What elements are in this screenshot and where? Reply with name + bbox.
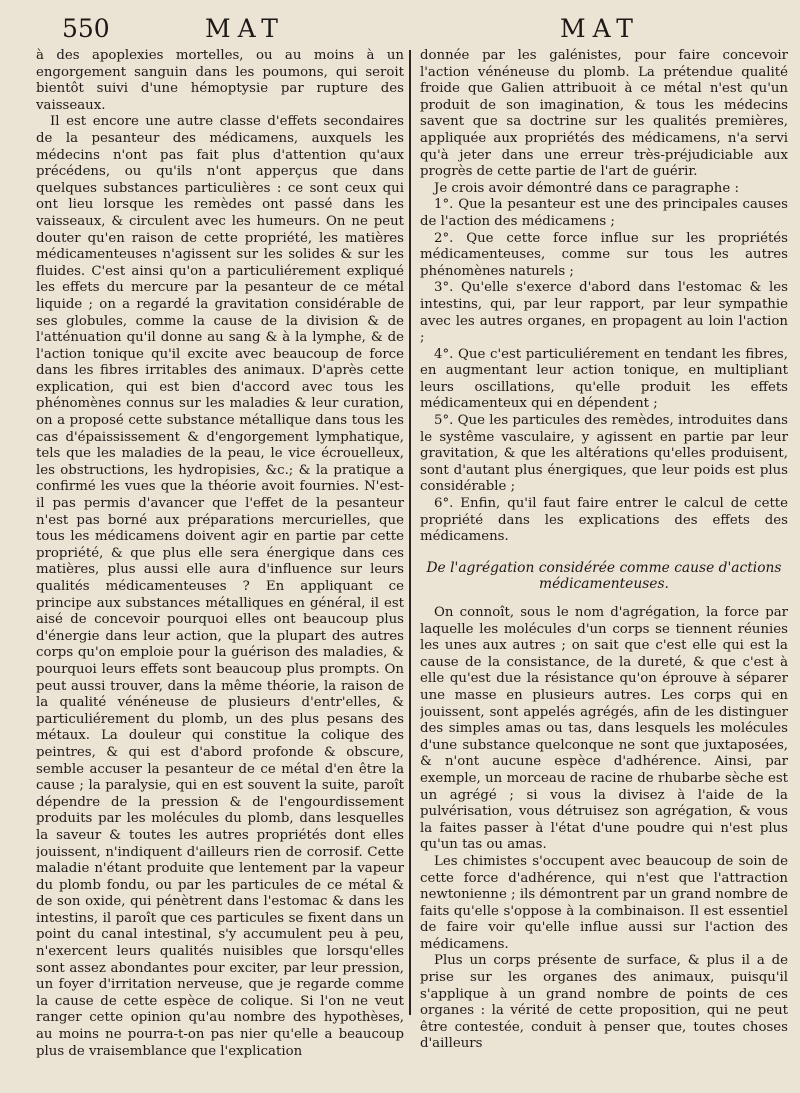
list-item: 4°. Que c'est particuliérement en tendant les fibres, en augmentant leur action tonique, en multipliant leurs oscillations, qu'elle produit les effets médicamenteux qui en dépendent ; — [420, 346, 788, 412]
paragraph: Plus un corps présente de surface, & plus il a de prise sur les organes des animaux, puisqu'il s'applique à un grand nombre de points de ces organes : la vérité de cette proposition, qui ne peut être contestée, conduit à penser que, toutes choses d'ailleurs — [420, 953, 788, 1052]
paragraph: On connoît, sous le nom d'agrégation, la force par laquelle les molécules d'un corps se tiennent réunies les unes aux autres ; on sait que c'est elle qui est la cause de la consistance, de la dureté, & que c'est à elle qu'est due la résistance qu'on éprouve à séparer une masse en plusieurs autres. Les corps qui en jouissent, sont appelés agrégés, afin de les distinguer des simples amas ou tas, dans lesquels les molécules d'une substance quelconque ne sont que juxtaposées, & n'ont aucune espèce d'adhérence. Ainsi, par exemple, un morceau de racine de rhubarbe sèche est un agrégé ; si vous la divisez à l'aide de la pulvérisation, vous détruisez son agrégation, & vous la faites passer à l'état d'une poudre qui n'est plus qu'un tas ou amas. — [420, 605, 788, 853]
running-head-left: MAT — [205, 14, 285, 43]
left-column — [36, 48, 404, 1084]
page-number: 550 — [62, 14, 110, 43]
list-item: 5°. Que les particules des remèdes, introduites dans le systême vasculaire, y agissent en partie par leur gravitation, & que les altérations qu'elles produisent, sont d'autant plus énergiques, que leur poids est plus considérable ; — [420, 413, 788, 495]
column-divider — [409, 50, 411, 1015]
section-heading-line: médicamenteuses. — [539, 576, 669, 593]
paragraph: Les chimistes s'occupent avec beaucoup de soin de cette force d'adhérence, qui n'est que l'attraction newtonienne ; ils démontrent par un grand nombre de faits qu'elle s'oppose à la combinaison. Il est essentiel de faire voir qu'elle influe aussi sur l'action des médicamens. — [420, 853, 788, 952]
section-heading-line: De l'agrégation considérée comme cause d'actions — [426, 559, 782, 576]
section-heading — [420, 560, 788, 593]
paragraph: Il est encore une autre classe d'effets secondaires de la pesanteur des médicamens, auxquels les médecins n'ont pas fait plus d'attention qu'aux précédens, ou qu'ils n'ont apperçus que dans quelques substances particulières : ce sont ceux qui ont lieu lorsque les remèdes ont passé dans les vaisseaux, & circulent avec les humeurs. On ne peut douter qu'en raison de cette propriété, les matières médicamenteuses n'agissent sur les solides & sur les fluides. C'est ainsi qu'on a particuliérement expliqué les effets du mercure par la pesanteur de ce métal liquide ; on a regardé la gravitation considérable de ses globules, comme la cause de la division & de l'atténuation qu'il donne au sang & à la lymphe, & de l'action tonique qu'il excite avec beaucoup de force dans les fibres irritables des animaux. D'après cette explication, qui est bien d'accord avec tous les phénomènes connus sur les maladies & leur curation, on a proposé cette substance métallique dans tous les cas d'épaississement & d'engorgement lymphatique, tels que les maladies de la peau, le vice écrouelleux, les obstructions, les hydropisies, &c.; & la pratique a confirmé les vues que la théorie avoit fournies. N'est-il pas permis d'avancer que l'effet de la pesanteur n'est pas borné aux préparations mercurielles, que tous les médicamens doivent agir en partie par cette propriété, & que plus elle sera énergique dans ces matières, plus aussi elle aura d'influence sur leurs qualités médicamenteuses ? En appliquant ce principe aux substances métalliques en général, il est aisé de concevoir pourquoi elles ont beaucoup plus d'énergie dans leur action, que la plupart des autres corps qu'on emploie pour la guérison des maladies, & pourquoi leurs effets sont beaucoup plus prompts. On peut aussi trouver, dans la même théorie, la raison de la qualité vénéneuse de plusieurs d'entr'elles, & particuliérement du plomb, un des plus pesans des métaux. La douleur qui constitue la colique des peintres, & qui est d'abord profonde & obscure, semble accuser la pesanteur de ce métal d'en être la cause ; la paralysie, qui en est souvent la suite, paroît dépendre de la pression & de l'engourdissement produits par les molécules du plomb, dans lesquelles la saveur & toutes les autres propriétés dont elles jouissent, n'indiquent d'ailleurs rien de corrosif. Cette maladie n'étant produite que lentement par la vapeur du plomb fondu, ou par les particules de ce métal & de son oxide, qui pénètrent dans l'estomac & dans les intestins, il paroît que ces particules se fixent dans un point du canal intestinal, s'y accumulent peu à peu, n'exercent leurs qualités nuisibles que lorsqu'elles sont assez abondantes pour exciter, par leur pression, un foyer d'irritation nerveuse, que je regarde comme la cause de cette espèce de colique. Si l'on ne veut ranger cette opinion qu'au nombre des hypothèses, au moins ne pourra-t-on pas nier qu'elle a beaucoup plus de vraisemblance que l'explication — [36, 114, 404, 1059]
paragraph: à des apoplexies mortelles, ou au moins à un engorgement sanguin dans les poumons, qui seroit bientôt suivi d'une hémoptysie par rupture des vaisseaux. — [36, 48, 404, 113]
list-item: 2°. Que cette force influe sur les propriétés médicamenteuses, comme sur tous les autres phénomènes naturels ; — [420, 230, 788, 279]
running-head-right: MAT — [560, 14, 640, 43]
right-column — [420, 48, 788, 1084]
list-item: 3°. Qu'elle s'exerce d'abord dans l'estomac & les intestins, qui, par leur rapport, par leur sympathie avec les autres organes, en propagent au loin l'action ; — [420, 280, 788, 346]
paragraph: donnée par les galénistes, pour faire concevoir l'action vénéneuse du plomb. La prétendue qualité froide que Galien attribuoit à ce métal n'est qu'un produit de son imagination, & tous les médecins savent que sa doctrine sur les qualités premières, appliquée aux propriétés des médicamens, n'a servi qu'à jeter dans une erreur très-préjudiciable aux progrès de cette partie de l'art de guérir. — [420, 48, 788, 180]
paragraph: Je crois avoir démontré dans ce paragraphe : — [434, 180, 739, 196]
list-item: 6°. Enfin, qu'il faut faire entrer le calcul de cette propriété dans les explications des effets des médicamens. — [420, 496, 788, 545]
list-item: 1°. Que la pesanteur est une des principales causes de l'action des médicamens ; — [420, 197, 788, 229]
